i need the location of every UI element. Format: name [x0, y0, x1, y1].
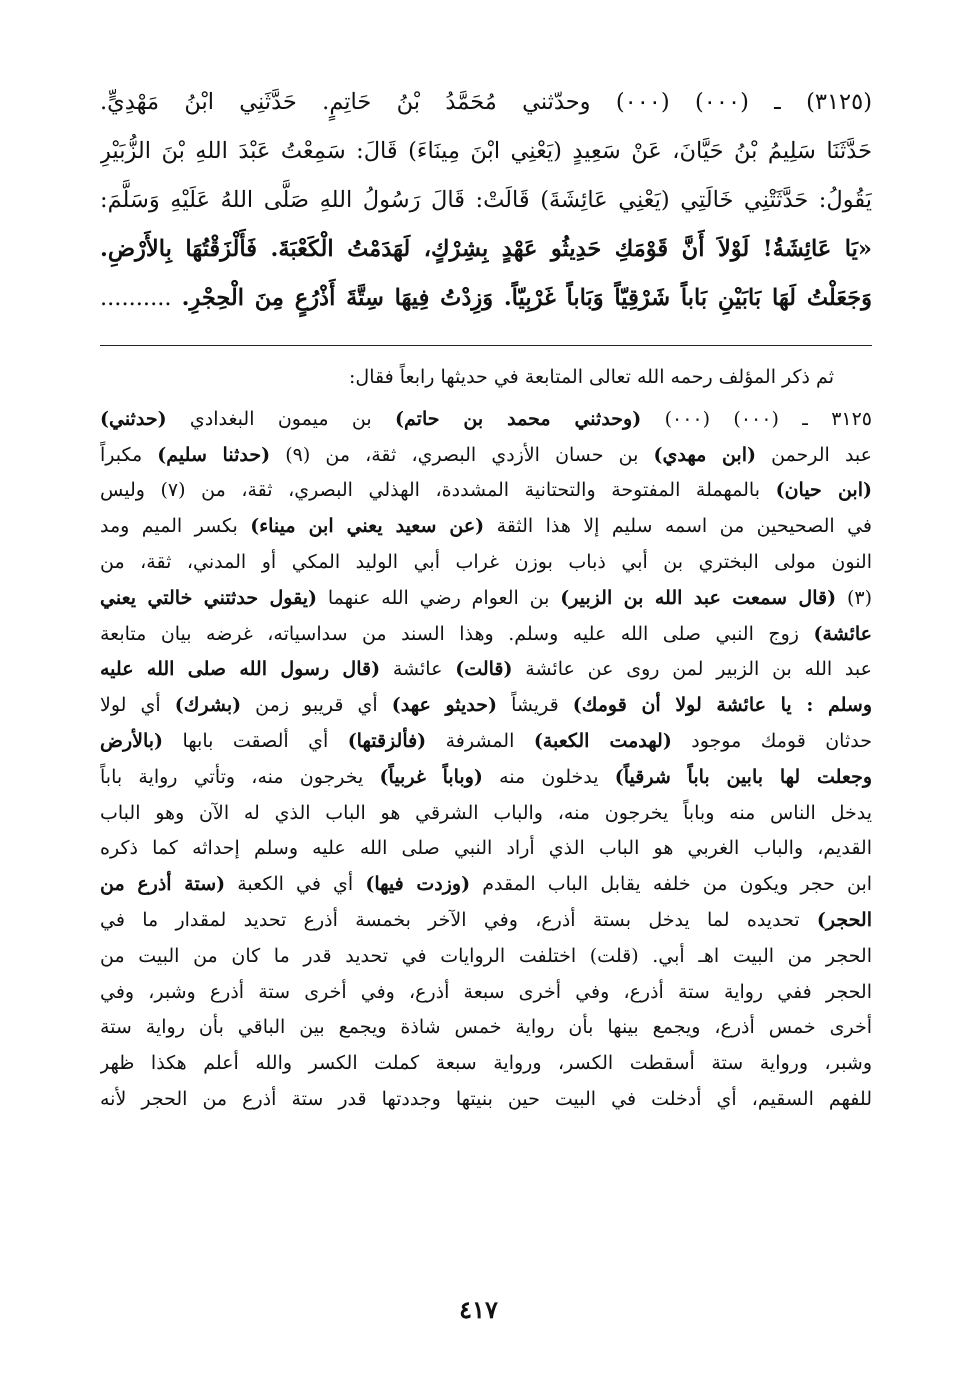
commentary-text: ٣١٢٥ ـ (٠٠٠) (٠٠٠) [641, 407, 872, 430]
commentary-text: يدخل الناس منه وباباً يخرجون منه، والباب الشرقي هو الباب الذي له الآن وهو الباب [100, 801, 872, 824]
hadith-line [100, 127, 872, 176]
commentary-bold-text: (ابن حيان) [775, 479, 872, 502]
commentary-bold-text: (عن سعيد يعني ابن ميناء) [250, 515, 485, 538]
commentary-bold-text: الحجر) [816, 908, 872, 931]
commentary-text: يخرجون منه، وتأتي رواية باباً [100, 765, 380, 788]
commentary-text: مكبراً [100, 443, 158, 466]
commentary-text: أخرى خمس أذرع، ويجمع بينها بأن رواية خمس شاذة ويجمع بين الباقي بأن رواية ستة [100, 1016, 872, 1039]
commentary-line [100, 688, 872, 724]
commentary-bold-text: (وباباً غربياً) [379, 765, 483, 788]
commentary-line [100, 402, 872, 438]
commentary-text: ابن حجر ويكون من خلفه يقابل الباب المقدم [470, 873, 872, 896]
hadith-line [100, 176, 872, 225]
hadith-text [100, 78, 872, 323]
commentary-text: أي لولا [100, 694, 175, 717]
commentary-bold-text: (حدثني) [100, 407, 167, 430]
commentary-bold-text: عائشة) [813, 622, 872, 645]
commentary-text: بن حسان الأزدي البصري، ثقة، من (٩) [270, 443, 654, 466]
commentary-line [100, 1010, 872, 1046]
commentary-text: الحجر ففي رواية ستة أذرع، وفي أخرى سبعة أذرع، وفي أخرى ستة أذرع وشبر، وفي [100, 980, 872, 1003]
footnote-divider [100, 345, 872, 346]
hadith-line [100, 78, 872, 127]
commentary-text: يدخلون منه [482, 765, 615, 788]
commentary-bold-text: (وحدثني محمد بن حاتم) [395, 407, 642, 430]
commentary-bold-text: (لهدمت الكعبة) [533, 729, 672, 752]
commentary-line [100, 975, 872, 1011]
commentary-text: وشبر، ورواية ستة أسقطت الكسر، ورواية سبعة كملت الكسر والله أعلم هكذا ظهر [100, 1052, 872, 1075]
commentary-text: في الصحيحين من اسمه سليم إلا هذا الثقة [484, 515, 872, 538]
commentary-text: ثم ذكر المؤلف رحمه الله تعالى المتابعة في حديثها رابعاً فقال: [349, 366, 834, 388]
commentary-text: بكسر الميم ومد [100, 515, 251, 538]
commentary-line [100, 581, 872, 617]
hadith-text: .......... [100, 285, 182, 311]
commentary-text: بن العوام رضي الله عنهما [317, 586, 561, 609]
commentary-text: عبد الله بن الزبير لمن روى عن عائشة [512, 658, 872, 681]
hadith-bold-text: «يَا عَائِشَةُ! لَوْلاَ أَنَّ قَوْمَكِ حَدِيثُو عَهْدٍ بِشِرْكٍ، لَهَدَمْتُ الْكَعْبَةَ. فَأَلْزَقْتُهَا بِالأَرْضِ. [100, 236, 872, 262]
commentary-bold-text: (بالأرض [100, 729, 164, 752]
commentary-bold-text: وسلم : يا عائشة لولا أن قومك) [572, 694, 872, 717]
commentary-line [100, 509, 872, 545]
hadith-text: حَدَّثَنَا سَلِيمُ بْنُ حَيَّانَ، عَنْ سَعِيدٍ (يَعْنِي ابْنَ مِينَاءَ) قَالَ: سَمِعْتُ عَبْدَ اللهِ بْنَ الزُّبَيْرِ [100, 138, 872, 164]
commentary-text: تحديده لما يدخل بستة أذرع، وفي الآخر بخمسة أذرع تحديد لمقدار ما في [100, 908, 817, 931]
commentary-line [100, 652, 872, 688]
commentary-text: القديم، والباب الغربي هو الباب الذي أراد النبي صلى الله عليه وسلم إحداثه كما ذكره [100, 837, 872, 860]
page-number: ٤١٧ [459, 1295, 498, 1324]
commentary-bold-text: (فألزقتها) [347, 729, 427, 752]
commentary-bold-text: (ابن مهدي) [653, 443, 756, 466]
commentary-bold-text: (قالت) [455, 658, 513, 681]
commentary-line [100, 903, 872, 939]
commentary-line [100, 867, 872, 903]
commentary-text: حدثان قومك موجود [671, 729, 872, 752]
commentary-text: عائشة [380, 658, 456, 681]
commentary-text: المشرفة [426, 729, 534, 752]
commentary-bold-text: (قال رسول الله صلى الله عليه [100, 658, 381, 681]
commentary-text: (٣) [836, 586, 872, 609]
commentary-text [100, 360, 872, 1118]
document-page [100, 78, 872, 1368]
hadith-text: يَقُولُ: حَدَّثَتْنِي خَالَتِي (يَعْنِي عَائِشَةَ) قَالَتْ: قَالَ رَسُولُ اللهِ صَلَّى اللهُ عَلَيْهِ وَسَلَّمَ: [100, 187, 872, 213]
hadith-line [100, 225, 872, 274]
commentary-bold-text: (بشرك) [174, 694, 242, 717]
commentary-bold-text: (ستة أذرع من [100, 873, 226, 896]
commentary-text: زوج النبي صلى الله عليه وسلم. وهذا السند من سداسياته، غرضه بيان متابعة [100, 622, 814, 645]
hadith-text: (٣١٢٥) ـ (٠٠٠) (٠٠٠) وحدّثني مُحَمَّدُ بْنُ حَاتِمٍ. حَدَّثَنِي ابْنُ مَهْدِيٍّ. [100, 89, 872, 115]
commentary-line [100, 438, 872, 474]
hadith-line [100, 274, 872, 323]
commentary-text: أي ألصقت بابها [163, 729, 348, 752]
commentary-text: بالمهملة المفتوحة والتحتانية المشددة، الهذلي البصري، ثقة، من (٧) وليس [100, 479, 776, 502]
commentary-line [100, 831, 872, 867]
commentary-line [100, 545, 872, 581]
commentary-line [100, 939, 872, 975]
commentary-line [100, 760, 872, 796]
hadith-bold-text: وَجَعَلْتُ لَهَا بَابَيْنِ بَاباً شَرْقِيّاً وَبَاباً غَرْبِيّاً. وَزِدْتُ فِيهَا سِتَّةَ أَذْرُعٍ مِنَ الْحِجْرِ. [181, 285, 872, 311]
commentary-bold-text: (قال سمعت عبد الله بن الزبير) [560, 586, 837, 609]
commentary-text: أي قريبو زمن [241, 694, 392, 717]
commentary-text: النون مولى البختري بن أبي ذباب بوزن غراب أبي الوليد المكي أو المدني، ثقة، من [100, 550, 872, 573]
commentary-text: للفهم السقيم، أي أدخلت في البيت حين بنيتها وجددتها قدر ستة أذرع من الحجر لأنه [100, 1087, 872, 1110]
commentary-bold-text: (حديثو عهد) [391, 694, 497, 717]
commentary-line [100, 796, 872, 832]
commentary-text: عبد الرحمن [755, 443, 872, 466]
commentary-bold-text: (يقول حدثتني خالتي يعني [100, 586, 317, 609]
commentary-text: قريشاً [497, 694, 573, 717]
commentary-text: الحجر من البيت اهـ أبي. (قلت) اختلفت الروايات في تحديد قدر ما كان من البيت من [100, 944, 872, 967]
commentary-bold-text: (حدثنا سليم) [157, 443, 271, 466]
commentary-text: أي في الكعبة [225, 873, 366, 896]
commentary-line [100, 617, 872, 653]
commentary-line [100, 360, 872, 396]
commentary-bold-text: (وزدت فيها) [365, 873, 471, 896]
commentary-line [100, 1082, 872, 1118]
commentary-bold-text: وجعلت لها بابين باباً شرقياً) [614, 765, 872, 788]
commentary-line [100, 724, 872, 760]
commentary-text: بن ميمون البغدادي [166, 407, 396, 430]
commentary-line [100, 1046, 872, 1082]
commentary-line [100, 473, 872, 509]
